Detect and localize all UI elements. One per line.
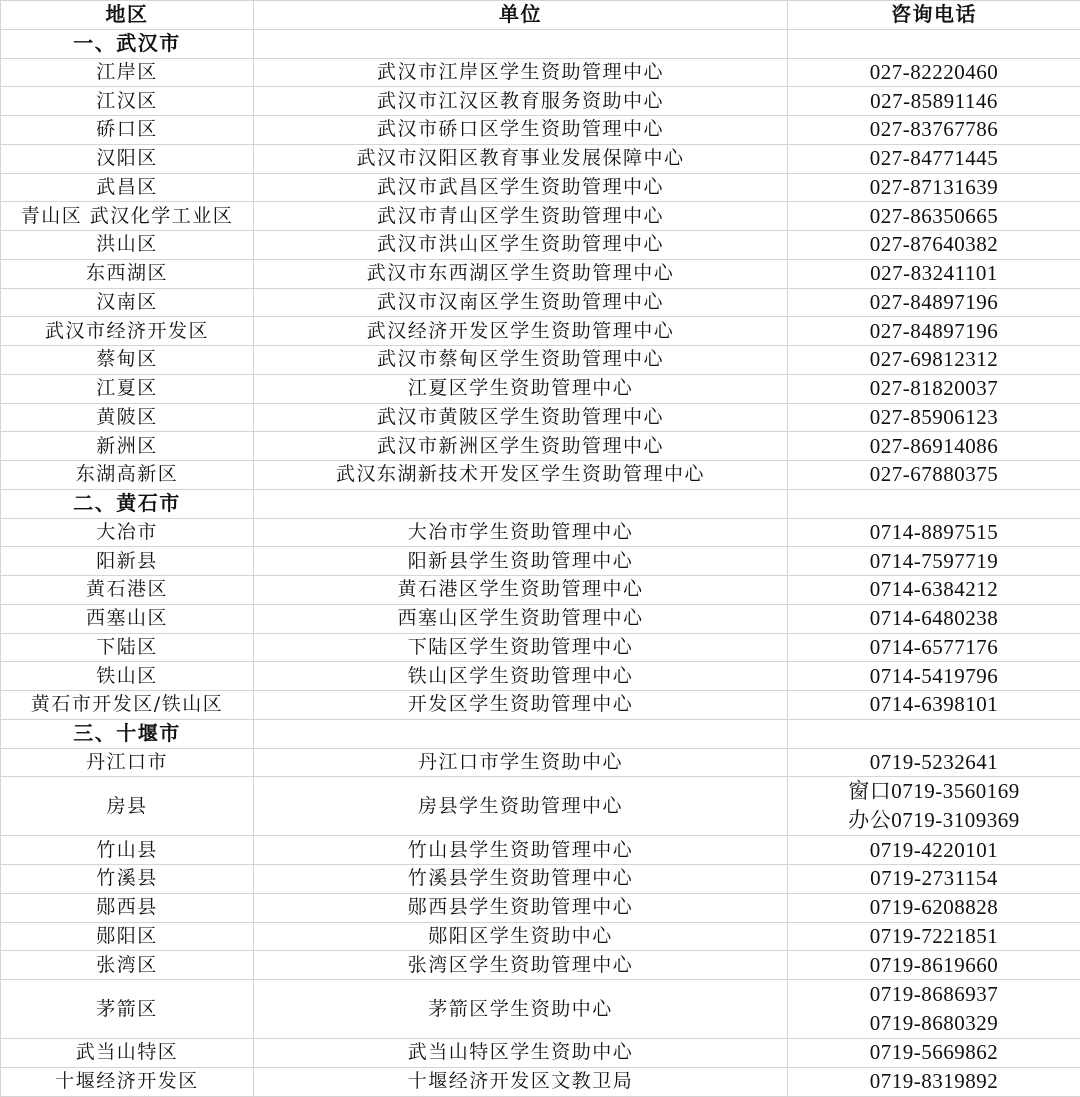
empty-cell [254,489,788,518]
unit-cell: 竹山县学生资助管理中心 [254,836,788,865]
region-cell: 下陆区 [1,633,254,662]
unit-cell: 武当山特区学生资助中心 [254,1039,788,1068]
table-row [1,87,1080,116]
unit-cell: 武汉市江汉区教育服务资助中心 [254,87,788,116]
table-row [1,547,1080,576]
region-cell: 房县 [1,777,254,836]
header-region: 地区 [1,1,254,30]
table-row [1,576,1080,605]
section-title: 二、黄石市 [1,489,254,518]
phone-cell: 027-87131639 [788,173,1080,202]
table-row [1,777,1080,836]
empty-cell [788,29,1080,58]
unit-cell: 武汉市黄陂区学生资助管理中心 [254,403,788,432]
header-unit: 单位 [254,1,788,30]
table-row [1,518,1080,547]
unit-cell: 武汉经济开发区学生资助管理中心 [254,317,788,346]
section-row [1,29,1080,58]
table-row [1,374,1080,403]
phone-cell: 027-85906123 [788,403,1080,432]
empty-cell [788,489,1080,518]
phone-cell: 027-87640382 [788,231,1080,260]
phone-number: 0719-8680329 [788,1009,1080,1038]
region-cell: 汉阳区 [1,144,254,173]
phone-number: 0719-8686937 [788,980,1080,1009]
table-row [1,461,1080,490]
phone-cell: 0719-7221851 [788,922,1080,951]
region-cell: 江汉区 [1,87,254,116]
region-cell: 十堰经济开发区 [1,1067,254,1096]
phone-cell: 0719-4220101 [788,836,1080,865]
table-row [1,259,1080,288]
unit-cell: 竹溪县学生资助管理中心 [254,865,788,894]
section-title: 三、十堰市 [1,719,254,748]
phone-cell: 0719-8619660 [788,951,1080,980]
phone-cell: 0714-6577176 [788,633,1080,662]
unit-cell: 郧西县学生资助管理中心 [254,893,788,922]
unit-cell: 开发区学生资助管理中心 [254,691,788,720]
unit-cell: 武汉市硚口区学生资助管理中心 [254,116,788,145]
empty-cell [788,719,1080,748]
table-row [1,633,1080,662]
region-cell: 张湾区 [1,951,254,980]
table-row [1,317,1080,346]
table-row [1,1039,1080,1068]
region-cell: 汉南区 [1,288,254,317]
table-row [1,865,1080,894]
region-cell: 黄陂区 [1,403,254,432]
region-cell: 黄石市开发区/铁山区 [1,691,254,720]
region-cell: 洪山区 [1,231,254,260]
phone-cell: 027-84771445 [788,144,1080,173]
unit-cell: 武汉市汉南区学生资助管理中心 [254,288,788,317]
unit-cell: 武汉市洪山区学生资助管理中心 [254,231,788,260]
phone-cell: 0714-6384212 [788,576,1080,605]
phone-cell: 027-85891146 [788,87,1080,116]
table-row [1,604,1080,633]
phone-cell: 027-86914086 [788,432,1080,461]
phone-number: 办公0719-3109369 [788,806,1080,835]
unit-cell: 武汉市蔡甸区学生资助管理中心 [254,346,788,375]
unit-cell: 下陆区学生资助管理中心 [254,633,788,662]
region-cell: 青山区 武汉化学工业区 [1,202,254,231]
phone-cell: 027-81820037 [788,374,1080,403]
phone-cell: 0719-5669862 [788,1039,1080,1068]
unit-cell: 武汉市东西湖区学生资助管理中心 [254,259,788,288]
region-cell: 武当山特区 [1,1039,254,1068]
phone-cell: 027-86350665 [788,202,1080,231]
unit-cell: 武汉东湖新技术开发区学生资助管理中心 [254,461,788,490]
table-row [1,202,1080,231]
phone-cell: 027-83241101 [788,259,1080,288]
phone-cell: 027-67880375 [788,461,1080,490]
phone-cell: 027-69812312 [788,346,1080,375]
phone-cell: 0719-6208828 [788,893,1080,922]
region-cell: 蔡甸区 [1,346,254,375]
section-title: 一、武汉市 [1,29,254,58]
region-cell: 武汉市经济开发区 [1,317,254,346]
table-row [1,951,1080,980]
region-cell: 阳新县 [1,547,254,576]
phone-number: 窗口0719-3560169 [788,777,1080,806]
table-body [1,29,1080,1096]
phone-cell: 0719-2731154 [788,865,1080,894]
region-cell: 竹山县 [1,836,254,865]
region-cell: 黄石港区 [1,576,254,605]
region-cell: 郧西县 [1,893,254,922]
unit-cell: 十堰经济开发区文教卫局 [254,1067,788,1096]
region-cell: 竹溪县 [1,865,254,894]
region-cell: 江岸区 [1,58,254,87]
region-cell: 大冶市 [1,518,254,547]
unit-cell: 武汉市汉阳区教育事业发展保障中心 [254,144,788,173]
unit-cell: 阳新县学生资助管理中心 [254,547,788,576]
table-row [1,662,1080,691]
region-cell: 东西湖区 [1,259,254,288]
unit-cell: 大冶市学生资助管理中心 [254,518,788,547]
unit-cell: 郧阳区学生资助中心 [254,922,788,951]
phone-cell: 027-84897196 [788,317,1080,346]
region-cell: 郧阳区 [1,922,254,951]
table-row [1,144,1080,173]
unit-cell: 茅箭区学生资助中心 [254,980,788,1039]
region-cell: 江夏区 [1,374,254,403]
phone-cell: 0714-7597719 [788,547,1080,576]
region-cell: 铁山区 [1,662,254,691]
table-row [1,403,1080,432]
region-cell: 东湖高新区 [1,461,254,490]
table-row [1,346,1080,375]
phone-cell [788,980,1080,1039]
table-row [1,173,1080,202]
unit-cell: 铁山区学生资助管理中心 [254,662,788,691]
unit-cell: 武汉市武昌区学生资助管理中心 [254,173,788,202]
phone-cell: 0714-5419796 [788,662,1080,691]
empty-cell [254,719,788,748]
table-row [1,231,1080,260]
unit-cell: 武汉市江岸区学生资助管理中心 [254,58,788,87]
unit-cell: 西塞山区学生资助管理中心 [254,604,788,633]
region-cell: 丹江口市 [1,748,254,777]
phone-cell: 0719-8319892 [788,1067,1080,1096]
unit-cell: 武汉市新洲区学生资助管理中心 [254,432,788,461]
phone-cell: 0719-5232641 [788,748,1080,777]
region-cell: 茅箭区 [1,980,254,1039]
phone-cell: 027-82220460 [788,58,1080,87]
table-row [1,748,1080,777]
unit-cell: 丹江口市学生资助中心 [254,748,788,777]
section-row [1,719,1080,748]
table-row [1,432,1080,461]
table-row [1,58,1080,87]
phone-cell: 027-83767786 [788,116,1080,145]
table-row [1,922,1080,951]
header-phone: 咨询电话 [788,1,1080,30]
region-cell: 武昌区 [1,173,254,202]
table-row [1,288,1080,317]
table-row [1,691,1080,720]
region-cell: 硚口区 [1,116,254,145]
phone-cell: 0714-6480238 [788,604,1080,633]
region-cell: 西塞山区 [1,604,254,633]
table-row [1,893,1080,922]
table-row [1,836,1080,865]
header-row [1,1,1080,30]
unit-cell: 武汉市青山区学生资助管理中心 [254,202,788,231]
empty-cell [254,29,788,58]
table-row [1,116,1080,145]
section-row [1,489,1080,518]
unit-cell: 江夏区学生资助管理中心 [254,374,788,403]
phone-cell: 0714-6398101 [788,691,1080,720]
unit-cell: 张湾区学生资助管理中心 [254,951,788,980]
region-cell: 新洲区 [1,432,254,461]
phone-cell: 0714-8897515 [788,518,1080,547]
unit-cell: 房县学生资助管理中心 [254,777,788,836]
phone-cell: 027-84897196 [788,288,1080,317]
table-row [1,980,1080,1039]
unit-cell: 黄石港区学生资助管理中心 [254,576,788,605]
phone-cell [788,777,1080,836]
